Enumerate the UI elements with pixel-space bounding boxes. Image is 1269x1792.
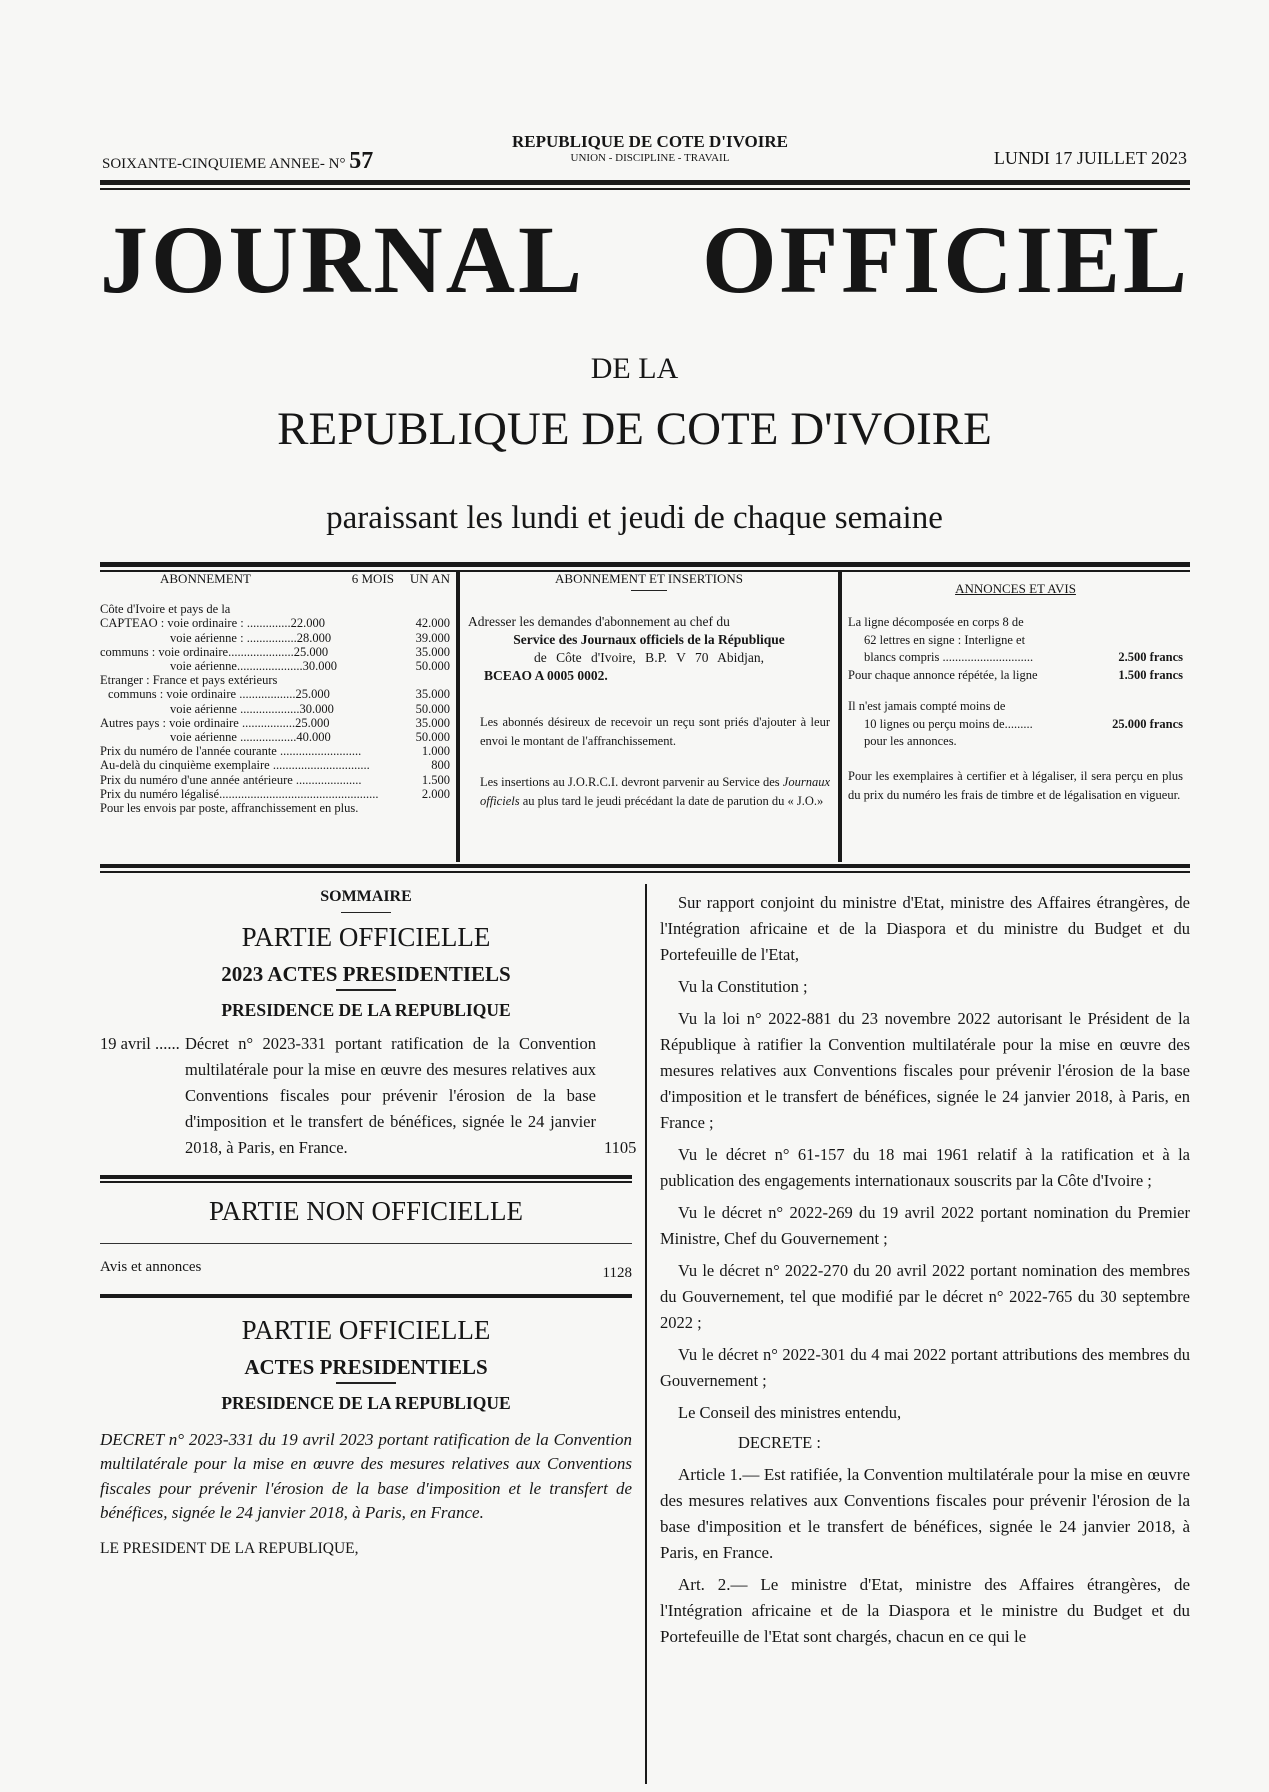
annonces-l1: La ligne décomposée en corps 8 de xyxy=(848,615,1024,630)
body-presidence: PRESIDENCE DE LA REPUBLIQUE xyxy=(221,1392,511,1413)
decret-title: DECRET n° 2023-331 du 19 avril 2023 portant ratification de la Convention multilatérale pour la mise en œuvre des mesures relatives aux Conventions fiscales pour prévenir l'érosion de la base d'imposition et le transfert de bénéfices, signée le 24 janvier 2018, à Paris, en France. xyxy=(100,1429,632,1522)
abonnement-footer: Pour les envois par poste, affranchissement en plus. xyxy=(100,801,359,816)
journal-title xyxy=(100,206,1190,313)
abonnement-row-annual: 50.000 xyxy=(415,730,450,745)
title-officiel: OFFICIEL xyxy=(701,206,1190,313)
sommaire-title: SOMMAIRE xyxy=(320,888,412,905)
title-journal: JOURNAL xyxy=(100,206,586,313)
top-rule-thin xyxy=(100,188,1190,190)
visa-paragraph: Vu la Constitution ; xyxy=(678,977,808,996)
sommaire-bar xyxy=(341,912,391,913)
abonnement-row xyxy=(100,631,450,645)
visa-paragraph: Vu le décret n° 2022-301 du 4 mai 2022 portant attributions des membres du Gouvernement ; xyxy=(660,1345,1190,1390)
abonnement-extra xyxy=(100,773,450,787)
abonnement-extra-value: 800 xyxy=(431,758,450,773)
republique-title: REPUBLIQUE DE COTE D'IVOIRE xyxy=(277,403,992,455)
insertions-p1d: BCEAO A 0005 0002. xyxy=(484,668,608,684)
abonnement-extra xyxy=(100,744,450,758)
annonces-head xyxy=(848,582,1183,596)
insertions-p3b: Journaux officiels xyxy=(480,775,830,809)
visa-paragraph: Sur rapport conjoint du ministre d'Etat, ministre des Affaires étrangères, de l'Intégration africaine et de la Diaspora et du ministre du Budget et du Portefeuille de l'Etat, xyxy=(660,893,1190,964)
abonnement-row-annual: 50.000 xyxy=(415,659,450,674)
body-partie-officielle: PARTIE OFFICIELLE xyxy=(241,1314,491,1345)
issue-date: LUNDI 17 JUILLET 2023 xyxy=(993,148,1187,168)
visa-paragraph: Vu la loi n° 2022-881 du 23 novembre 2022 autorisant le Président de la République à ratifier la Convention multilatérale pour la mise en œuvre des mesures relatives aux Conventions fiscales pour prévenir l'érosion de la base d'imposition et le transfert de bénéfices, signée le 24 janvier 2018, à Paris, en France ; xyxy=(660,1009,1190,1132)
insertions-box xyxy=(468,572,830,856)
insertions-p3a: Les insertions au J.O.R.C.I. devront parvenir au Service des xyxy=(480,775,780,790)
abonnement-row-label: CAPTEAO : voie ordinaire : ..............22.000 xyxy=(100,616,325,631)
republic-header xyxy=(480,132,820,164)
avis-page: 1128 xyxy=(602,1264,632,1281)
col-6mois: 6 MOIS xyxy=(351,571,394,586)
avis-rule xyxy=(100,1243,632,1244)
abonnement-rows xyxy=(100,616,450,744)
annonces-head-text: ANNONCES ET AVIS xyxy=(955,581,1076,596)
sommaire-actes: 2023 ACTES PRESIDENTIELS xyxy=(221,962,511,986)
abonnement-row-label: communs : voie ordinaire.....................25.000 xyxy=(100,644,329,659)
abonnement-row-annual: 35.000 xyxy=(415,687,450,702)
annonces-l3-val: 2.500 francs xyxy=(1118,650,1183,665)
sommaire-actes-bar xyxy=(336,989,396,991)
president-line: LE PRESIDENT DE LA REPUBLIQUE, xyxy=(100,1539,359,1557)
insertions-head xyxy=(468,572,830,591)
insertions-receipt: Les abonnés désireux de recevoir un reçu sont priés d'ajouter à leur envoi le montant de l'affranchissement. xyxy=(480,715,830,749)
col-un-an: UN AN xyxy=(409,571,450,586)
box-bottom-rule xyxy=(100,864,1190,868)
left-column xyxy=(100,884,637,1562)
abonnement-extras xyxy=(100,744,450,801)
box-divider-2 xyxy=(838,572,842,862)
visa-paragraphs xyxy=(660,890,1190,1426)
insertions-head-bar xyxy=(631,590,667,591)
issue-num: 57 xyxy=(349,148,374,174)
abonnement-extra-value: 1.000 xyxy=(421,744,450,759)
body-top-rule xyxy=(100,1294,632,1298)
abonnement-row xyxy=(100,645,450,659)
annonces-l6: 10 lignes ou perçu moins de......... xyxy=(864,716,1033,731)
annonces-l4: Pour chaque annonce répétée, la ligne xyxy=(848,667,1038,682)
abonnement-intro: Côte d'Ivoire et pays de la xyxy=(100,602,231,617)
non-officielle-rule-thin xyxy=(100,1181,632,1183)
right-column xyxy=(660,890,1190,1656)
abonnement-row-label: voie aérienne ..................40.000 xyxy=(170,730,331,745)
insertions-address xyxy=(468,613,830,685)
abonnement-row-annual: 42.000 xyxy=(415,616,450,631)
annonces-tariffs xyxy=(848,614,1183,805)
insertions-p1a: Adresser les demandes d'abonnement au chef du xyxy=(468,614,730,630)
box-divider-1 xyxy=(456,572,460,862)
abonnement-row-label: Etranger : France et pays extérieurs xyxy=(100,673,278,688)
visa-paragraph: Vu le décret n° 2022-269 du 19 avril 2022 portant nomination du Premier Ministre, Chef du Gouvernement ; xyxy=(660,1203,1190,1248)
abonnement-row-annual: 39.000 xyxy=(415,630,450,645)
box-top-rule xyxy=(100,562,1190,567)
insertions-p3c: au plus tard le jeudi précédant la date de parution du « J.O.» xyxy=(522,794,824,809)
box-bottom-rule-thin xyxy=(100,871,1190,873)
de-la: DE LA xyxy=(590,352,679,385)
annonces-l4-val: 1.500 francs xyxy=(1118,667,1183,682)
abonnement-row xyxy=(100,716,450,730)
abonnement-extra-value: 1.500 xyxy=(421,772,450,787)
visa-paragraph: Vu le décret n° 2022-270 du 20 avril 2022 portant nomination des membres du Gouvernement, tel que modifié par le décret n° 2022-765 du 30 septembre 2022 ; xyxy=(660,1261,1190,1332)
annonces-l7: pour les annonces. xyxy=(864,734,957,749)
abonnement-extra-label: Prix du numéro légalisé................................................... xyxy=(100,786,379,801)
abonnement-row-label: voie aérienne : ................28.000 xyxy=(170,630,332,645)
abonnement-row-annual: 35.000 xyxy=(415,644,450,659)
sommaire-entry[interactable] xyxy=(100,1031,637,1161)
column-divider xyxy=(645,884,647,1784)
abonnement-row xyxy=(100,616,450,630)
sommaire-partie-non-officielle: PARTIE NON OFFICIELLE xyxy=(209,1195,523,1226)
annonces-l5: Il n'est jamais compté moins de xyxy=(848,699,1006,714)
abonnement-row xyxy=(100,673,450,687)
annonces-l3: blancs compris ............................. xyxy=(864,650,1034,665)
abonnement-box xyxy=(100,572,450,856)
body-actes-bar xyxy=(336,1382,396,1384)
abonnement-extra-label: Au-delà du cinquième exemplaire ............................... xyxy=(100,758,370,773)
motto: UNION - DISCIPLINE - TRAVAIL xyxy=(570,152,730,164)
article-2: Art. 2.— Le ministre d'Etat, ministre des Affaires étrangères, de l'Intégration africaine et de la Diaspora et le ministre du Budget et du Portefeuille de l'Etat sont chargés, chacun en ce qui le xyxy=(660,1575,1190,1646)
abonnement-extra-value: 2.000 xyxy=(421,786,450,801)
abonnement-row-label: communs : voie ordinaire ..................25.000 xyxy=(108,687,330,702)
abonnement-extra-label: Prix du numéro de l'année courante .......................... xyxy=(100,744,362,759)
issue-number xyxy=(102,148,373,175)
abonnement-row xyxy=(100,687,450,701)
sommaire-entry-date: 19 avril ...... xyxy=(100,1034,180,1053)
sommaire-entry-text: Décret n° 2023-331 portant ratification de la Convention multilatérale pour la mise en œuvre des mesures relatives aux Conventions fiscales pour prévenir l'érosion de la base d'imposition et le transfert de bénéfices, signée le 24 janvier 2018, à Paris, en France. xyxy=(185,1034,596,1157)
visa-paragraph: Vu le décret n° 61-157 du 18 mai 1961 relatif à la ratification et à la publication des engagements internationaux souscrits par la Côte d'Ivoire ; xyxy=(660,1145,1190,1190)
annonces-legalisation: Pour les exemplaires à certifier et à légaliser, il sera perçu en plus du prix du numéro les frais de timbre et de légalisation en vigueur. xyxy=(848,768,1183,802)
decrete: DECRETE : xyxy=(738,1433,821,1452)
body-actes: ACTES PRESIDENTIELS xyxy=(244,1354,488,1379)
abonnement-row xyxy=(100,659,450,673)
abonnement-row xyxy=(100,730,450,744)
insertions-p1b: Service des Journaux officiels de la République xyxy=(513,632,785,648)
annonces-box xyxy=(848,572,1183,856)
avis-entry[interactable] xyxy=(100,1254,632,1286)
abonnement-row-label: voie aérienne ...................30.000 xyxy=(170,701,334,716)
insertions-p1c: de Côte d'Ivoire, B.P. V 70 Abidjan, xyxy=(534,650,764,666)
sommaire-entry-page: 1105 xyxy=(604,1138,637,1157)
abonnement-head: ABONNEMENT xyxy=(160,572,251,586)
abonnement-extra xyxy=(100,787,450,801)
avis-label: Avis et annonces xyxy=(100,1258,202,1275)
abonnement-extra xyxy=(100,758,450,772)
parution-line: paraissant les lundi et jeudi de chaque semaine xyxy=(326,500,943,536)
insertions-head-text: ABONNEMENT ET INSERTIONS xyxy=(555,571,743,586)
abonnement-row-label: voie aérienne.....................30.000 xyxy=(170,659,337,674)
abonnement-row-annual: 35.000 xyxy=(415,715,450,730)
insertions-deadline xyxy=(468,773,830,811)
issue-prefix: SOIXANTE-CINQUIEME ANNEE- N° xyxy=(102,156,346,172)
abonnement-row-label: Autres pays : voie ordinaire .................25.000 xyxy=(100,715,330,730)
republic-name: REPUBLIQUE DE COTE D'IVOIRE xyxy=(512,132,788,151)
sommaire-partie-officielle: PARTIE OFFICIELLE xyxy=(241,922,491,952)
abonnement-extra-label: Prix du numéro d'une année antérieure ..................... xyxy=(100,772,362,787)
abonnement-row xyxy=(100,702,450,716)
annonces-l2: 62 lettres en signe : Interligne et xyxy=(864,632,1026,647)
annonces-l6-val: 25.000 francs xyxy=(1112,716,1183,731)
article-1: Article 1.— Est ratifiée, la Convention multilatérale pour la mise en œuvre des mesures relatives aux Conventions fiscales pour prévenir l'érosion de la base d'imposition et le transfert de bénéfices, signée le 24 janvier 2018, à Paris, en France. xyxy=(660,1465,1190,1562)
abonnement-row-annual xyxy=(394,673,450,687)
abonnement-row-annual: 50.000 xyxy=(415,701,450,716)
top-rule xyxy=(100,180,1190,185)
visa-paragraph: Le Conseil des ministres entendu, xyxy=(678,1403,902,1422)
sommaire-presidence: PRESIDENCE DE LA REPUBLIQUE xyxy=(221,1000,511,1020)
